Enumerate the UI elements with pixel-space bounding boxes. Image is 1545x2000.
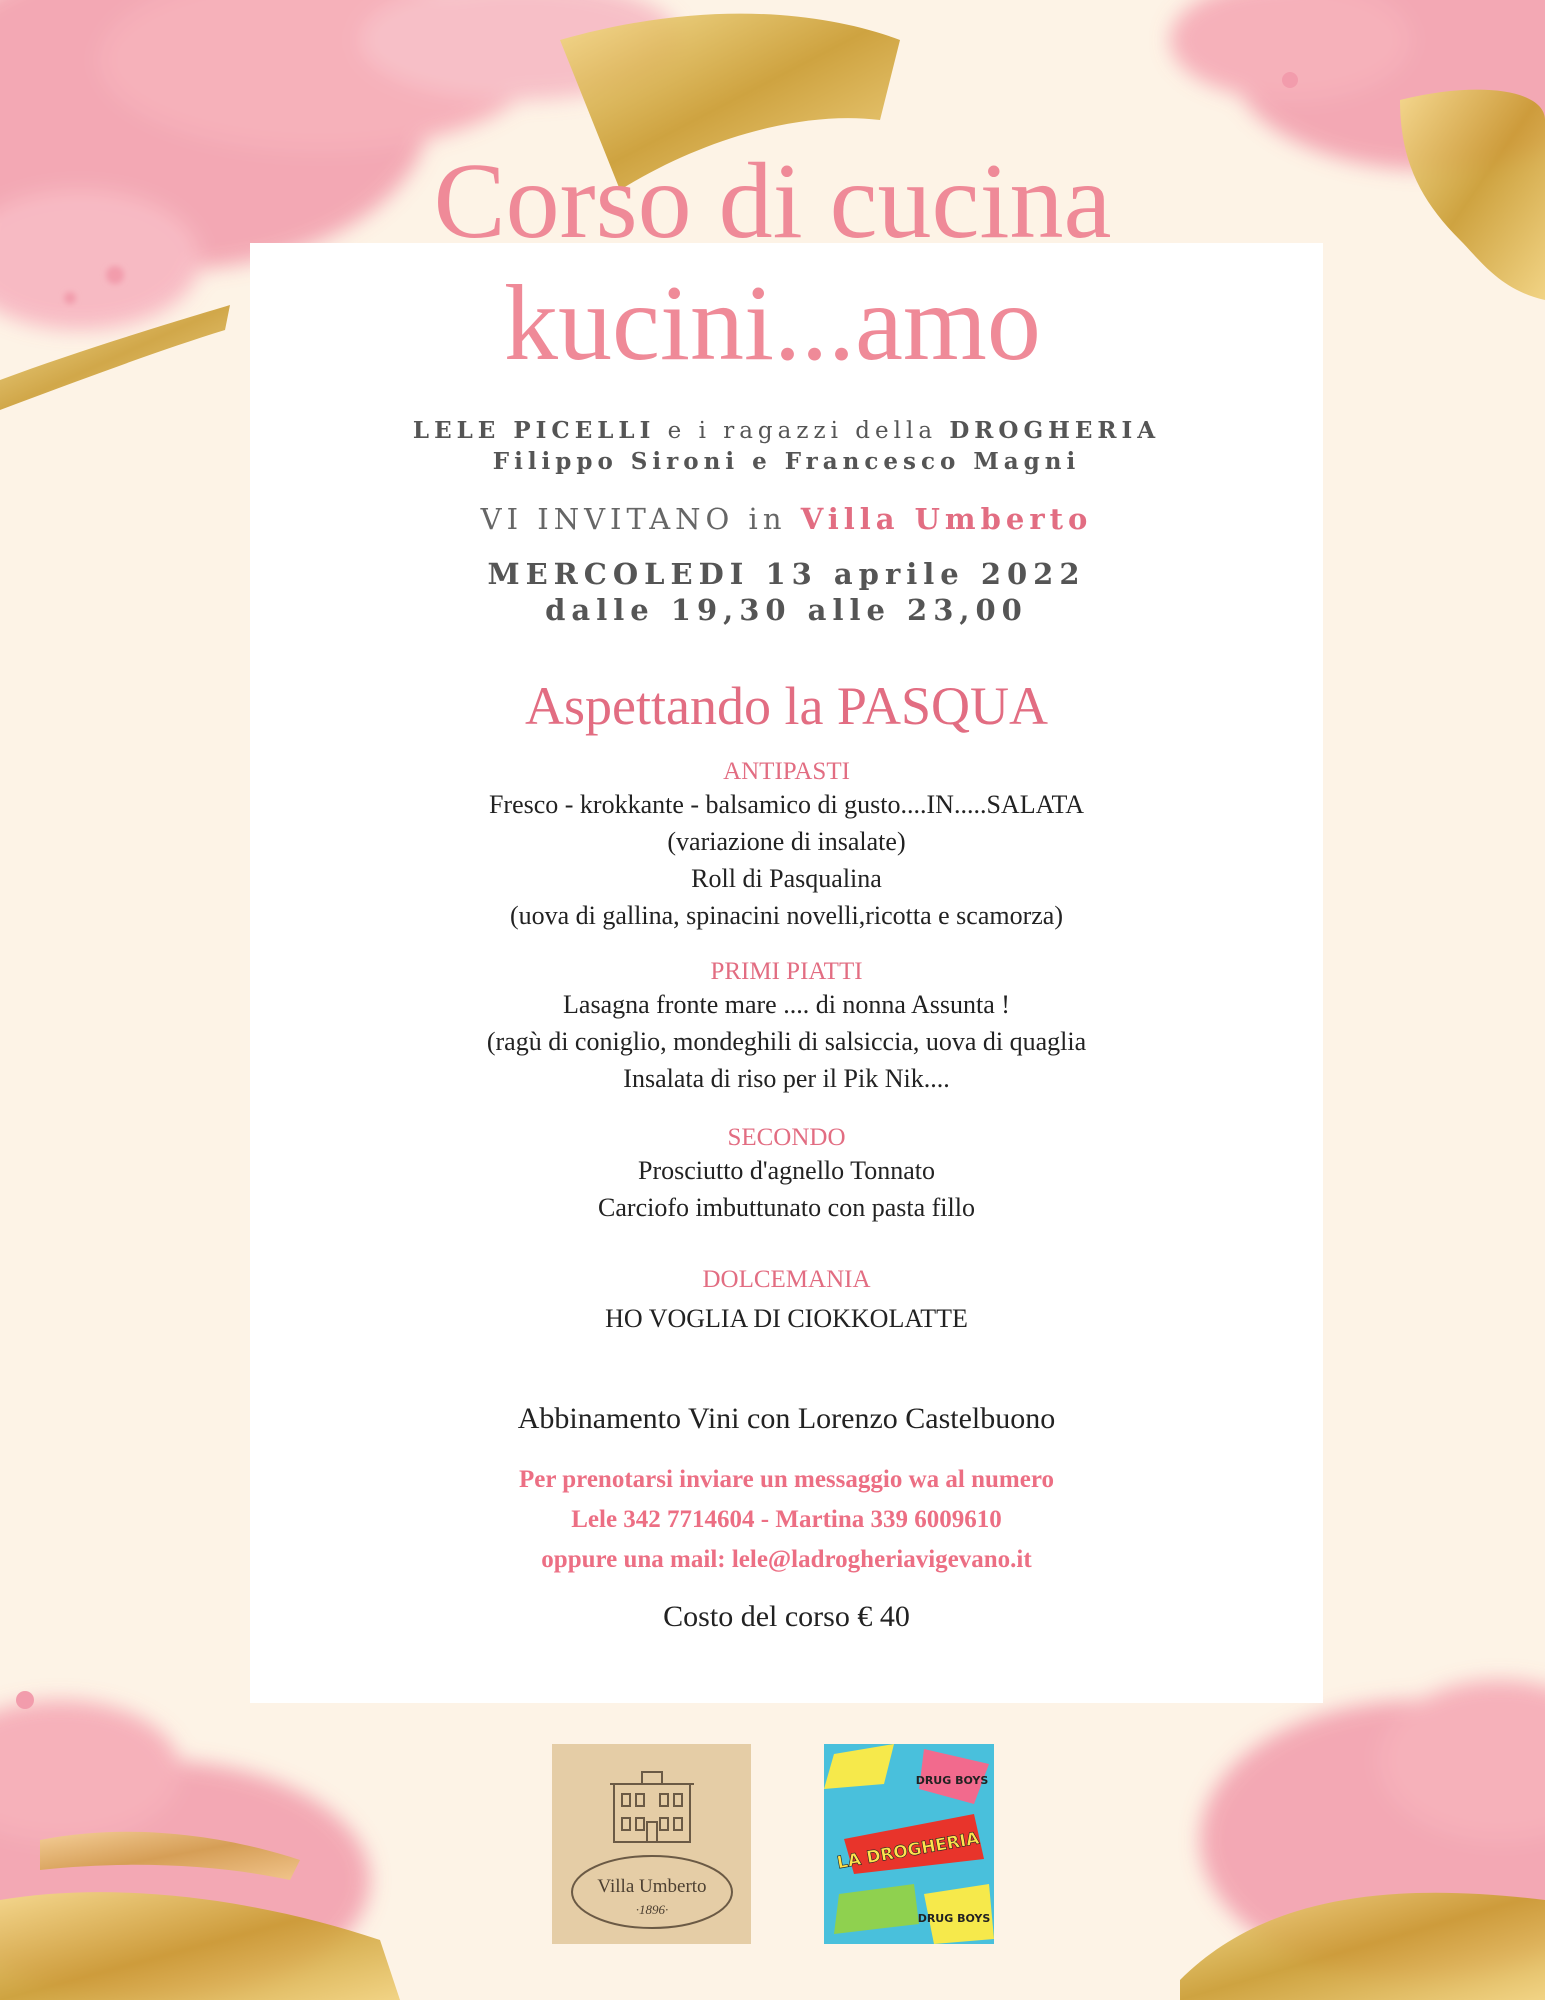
menu-item: Roll di Pasqualina [691, 864, 882, 893]
menu-item-note: (ragù di coniglio, mondeghili di salsiccia, uova di quaglia [486, 1027, 1087, 1056]
la-drogheria-logo [824, 1744, 994, 1944]
wine-pairing: Abbinamento Vini con Lorenzo Castelbuono [517, 1402, 1056, 1435]
comic-pattern-icon [824, 1744, 994, 1944]
title-line-2: kucini...amo [504, 264, 1041, 383]
villa-building-icon [552, 1744, 751, 1944]
course-cost: Costo del corso € 40 [663, 1600, 910, 1633]
hosts-line-2: Filippo Sironi e Francesco Magni [492, 447, 1081, 475]
menu-item: Lasagna fronte mare .... di nonna Assunta ! [563, 990, 1010, 1019]
date-line [250, 556, 1323, 592]
section-heading: SECONDO [727, 1124, 846, 1151]
hosts-line-1 [250, 416, 1323, 447]
villa-umberto-logo [552, 1744, 751, 1944]
shop-name: DROGHERIA [949, 417, 1161, 444]
menu-item: Carciofo imbuttunato con pasta fillo [598, 1193, 975, 1222]
menu-item-note: (variazione di insalate) [667, 827, 906, 856]
menu-item: HO VOGLIA DI CIOKKOLATTE [605, 1304, 968, 1333]
event-date [250, 556, 1323, 629]
drogheria-logo-text: LA DROGHERIA [835, 1828, 981, 1874]
menu-secondo [250, 1124, 1323, 1226]
hosts-block [250, 416, 1323, 477]
menu-item: Insalata di riso per il Pik Nik.... [623, 1064, 950, 1093]
section-heading: ANTIPASTI [723, 758, 850, 785]
booking-email: oppure una mail: lele@ladrogheriavigevano.it [541, 1546, 1032, 1573]
weekday: MERCOLEDI [487, 557, 750, 591]
booking-line: Per prenotarsi inviare un messaggio wa al numero [519, 1466, 1054, 1493]
booking-phones: Lele 342 7714604 - Martina 339 6009610 [571, 1506, 1002, 1533]
title-line-1: Corso di cucina [433, 142, 1112, 261]
venue-name: Villa Umberto [800, 502, 1093, 536]
menu-dolce [250, 1266, 1323, 1337]
calendar-date: 13 aprile 2022 [765, 557, 1086, 591]
villa-logo-year: ·1896· [635, 1902, 669, 1917]
host-name: LELE PICELLI [412, 417, 656, 444]
drug-boys-text-2: DRUG BOYS [917, 1912, 991, 1925]
menu-item: Prosciutto d'agnello Tonnato [637, 1156, 936, 1185]
hosts-connector: e i ragazzi della [667, 418, 938, 444]
time-line: dalle 19,30 alle 23,00 [545, 593, 1028, 628]
drug-boys-text: DRUG BOYS [915, 1774, 989, 1787]
section-heading: PRIMI PIATTI [710, 958, 863, 985]
invite-text: VI INVITANO in [480, 502, 787, 536]
booking-info [250, 1460, 1323, 1580]
menu-antipasti [250, 758, 1323, 934]
section-heading: DOLCEMANIA [702, 1266, 871, 1293]
menu-title: Aspettando la PASQUA [524, 676, 1049, 736]
villa-logo-name: Villa Umberto [597, 1876, 707, 1897]
menu-primi [250, 958, 1323, 1097]
menu-item: Fresco - krokkante - balsamico di gusto....IN.....SALATA [488, 790, 1085, 819]
menu-item-note: (uova di gallina, spinacini novelli,ricotta e scamorza) [509, 901, 1064, 930]
invite-line [250, 502, 1323, 536]
